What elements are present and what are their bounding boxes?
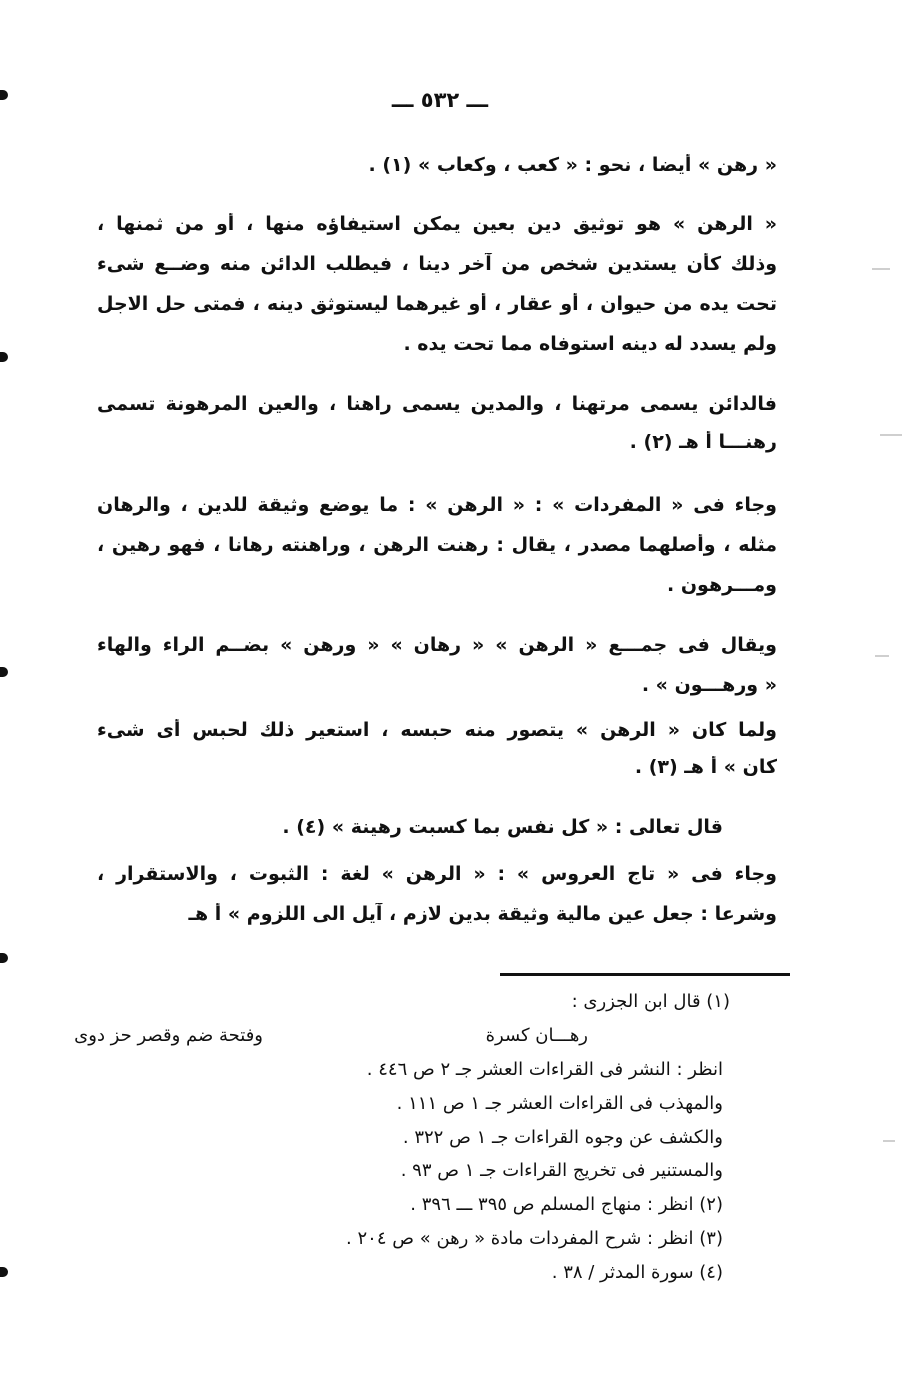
margin-mark	[0, 352, 8, 362]
body-line: وذلك كأن يستدين شخص من آخر دينا ، فيطلب الدائن منه وضــع شىء	[97, 253, 777, 275]
body-line: وجاء فى « تاج العروس » : « الرهن » لغة : الثبوت ، والاستقرار ،	[97, 863, 777, 885]
footnote-line: (٤) سورة المدثر / ٣٨ .	[551, 1262, 723, 1283]
body-line: كان » أ هـ (٣) .	[634, 756, 777, 778]
body-line: ومـــرهون .	[666, 574, 777, 596]
body-line: مثله ، وأصلهما مصدر ، يقال : رهنت الرهن ، وراهنته رهانا ، فهو رهين ،	[97, 534, 777, 556]
footnote-line: (٣) انظر : شرح المفردات مادة « رهن » ص ٢٠٤ .	[346, 1228, 723, 1249]
body-line: ولما كان « الرهن » يتصور منه حبسه ، استعير ذلك لحبس أى شىء	[97, 719, 777, 741]
body-line: وجاء فى « المفردات » : « الرهن » : ما يوضع وثيقة للدين ، والرهان	[97, 494, 777, 516]
margin-mark	[0, 667, 8, 677]
footnote-line: (٢) انظر : منهاج المسلم ص ٣٩٥ ـــ ٣٩٦ .	[410, 1194, 723, 1215]
footnote-separator	[500, 973, 790, 976]
scan-speck	[880, 434, 902, 436]
body-line: ويقال فى جمـــع « الرهن » « رهان » « ورهن » بضــم الراء والهاء	[97, 634, 777, 656]
footnote-line: (١) قال ابن الجزرى :	[571, 991, 730, 1012]
body-line: تحت يده من حيوان ، أو عقار ، أو غيرهما ليستوثق دينه ، فمتى حل الاجل	[97, 293, 777, 315]
body-line: فالدائن يسمى مرتهنا ، والمدين يسمى راهنا ، والعين المرهونة تسمى	[97, 393, 777, 415]
body-line: « ورهـــون » .	[641, 674, 777, 696]
footnote-line: والمهذب فى القراءات العشر جـ ١ ص ١١١ .	[396, 1093, 723, 1114]
footnote-line: انظر : النشر فى القراءات العشر جـ ٢ ص ٤٤٦ .	[366, 1059, 723, 1080]
footnote-verse-right: رهـــان كسرة	[485, 1025, 588, 1046]
body-line: رهنـــا أ هـ (٢) .	[629, 431, 777, 453]
margin-mark	[0, 1267, 8, 1277]
body-line: قال تعالى : « كل نفس بما كسبت رهينة » (٤) .	[282, 816, 723, 838]
body-line: « الرهن » هو توثيق دين بعين يمكن استيفاؤه منها ، أو من ثمنها ،	[97, 213, 777, 235]
footnote-line: والمستنير فى تخريج القراءات جـ ١ ص ٩٣ .	[400, 1160, 723, 1181]
footnote-verse-left: وفتحة ضم وقصر حز دوى	[74, 1025, 263, 1046]
margin-mark	[0, 953, 8, 963]
scan-speck	[875, 655, 889, 657]
page-number: ـــ ٥٣٢ ـــ	[391, 88, 489, 112]
scan-speck	[872, 268, 890, 270]
body-line: ولم يسدد له دينه استوفاه مما تحت يده .	[403, 333, 777, 355]
body-line: وشرعا : جعل عين مالية وثيقة بدين لازم ، آيل الى اللزوم » أ هـ	[188, 903, 777, 925]
margin-mark	[0, 90, 8, 100]
scan-speck	[883, 1140, 895, 1142]
body-line: « رهن » أيضا ، نحو : « كعب ، وكعاب » (١) .	[368, 154, 777, 176]
footnote-line: والكشف عن وجوه القراءات جـ ١ ص ٣٢٢ .	[402, 1127, 723, 1148]
